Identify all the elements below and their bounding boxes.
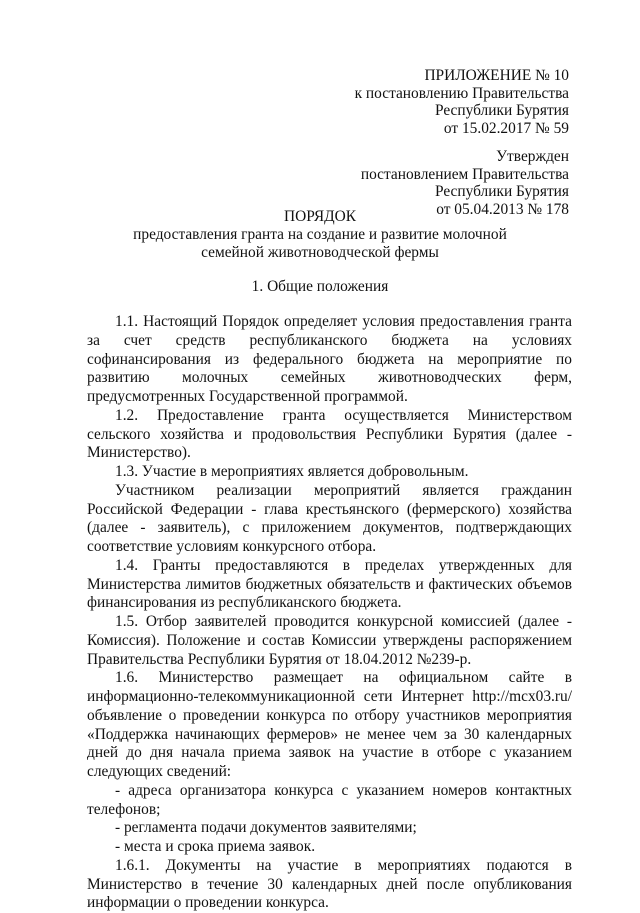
- paragraph-1-3: 1.3. Участие в мероприятиях является добровольным.: [115, 463, 469, 480]
- paragraph-1-5: 1.5. Отбор заявителей проводится конкурсной комиссией (далее - Комиссия). Положение и состав Комиссии утверждены распоряжением Правительства Республики Бурятия от 18.04.2012 №239-р.: [87, 613, 572, 668]
- section-heading: 1. Общие положения: [251, 278, 389, 295]
- list-item-place: - места и срока приема заявок.: [115, 838, 316, 855]
- subtitle-line: семейной животноводческой фермы: [201, 243, 439, 261]
- subtitle-line: предоставления гранта на создание и развитие молочной: [133, 226, 507, 243]
- document-subtitle: [0, 226, 640, 261]
- paragraph-1-2: 1.2. Предоставление гранта осуществляется Министерством сельского хозяйства и продовольствия Республики Бурятия (далее - Министерство).: [87, 406, 572, 462]
- approval-line: постановлением Правительства: [360, 165, 569, 183]
- appendix-line: ПРИЛОЖЕНИЕ № 10: [424, 67, 569, 84]
- document-body: [87, 313, 572, 913]
- appendix-line: Республики Бурятия: [434, 102, 569, 120]
- paragraph-1-1: 1.1. Настоящий Порядок определяет условия предоставления гранта за счет средств республиканского бюджета на условиях софинансирования из федерального бюджета на мероприятие по развитию молочных семейных животноводческих ферм, предусмотренных Государственной программой.: [87, 313, 572, 405]
- appendix-line: к постановлению Правительства: [354, 84, 569, 102]
- approval-line: Утвержден: [496, 148, 569, 165]
- paragraph-1-6-1: 1.6.1. Документы на участие в мероприятиях подаются в Министерство в течение 30 календарных дней после опубликования информации о проведении конкурса.: [87, 856, 572, 912]
- document-title: ПОРЯДОК: [284, 208, 356, 225]
- list-item-address: - адреса организатора конкурса с указанием номеров контактных телефонов;: [87, 781, 572, 818]
- paragraph-1-6: 1.6. Министерство размещает на официальном сайте в информационно-телекоммуникационной сети Интернет http://mcx03.ru/ объявление о проведении конкурса по отбору участников мероприятия «Поддержка начинающих фермеров» не менее чем за 30 календарных дней до дня начала приема заявок на участие в отборе с указанием следующих сведений:: [87, 669, 572, 780]
- paragraph-participant: Участником реализации мероприятий является гражданин Российской Федерации - глава крестьянского (фермерского) хозяйства (далее - заявитель), с приложением документов, подтверждающих соответствие условиям конкурсного отбора.: [87, 481, 572, 555]
- list-item-regulation: - регламента подачи документов заявителями;: [115, 819, 417, 837]
- appendix-line: от 15.02.2017 № 59: [443, 119, 569, 137]
- paragraph-1-4: 1.4. Гранты предоставляются в пределах утвержденных для Министерства лимитов бюджетных обязательств и фактических объемов финансирования из республиканского бюджета.: [87, 556, 572, 612]
- approval-line: от 05.04.2013 № 178: [436, 200, 569, 218]
- approval-line: Республики Бурятия: [434, 183, 569, 201]
- appendix-header: [355, 67, 569, 137]
